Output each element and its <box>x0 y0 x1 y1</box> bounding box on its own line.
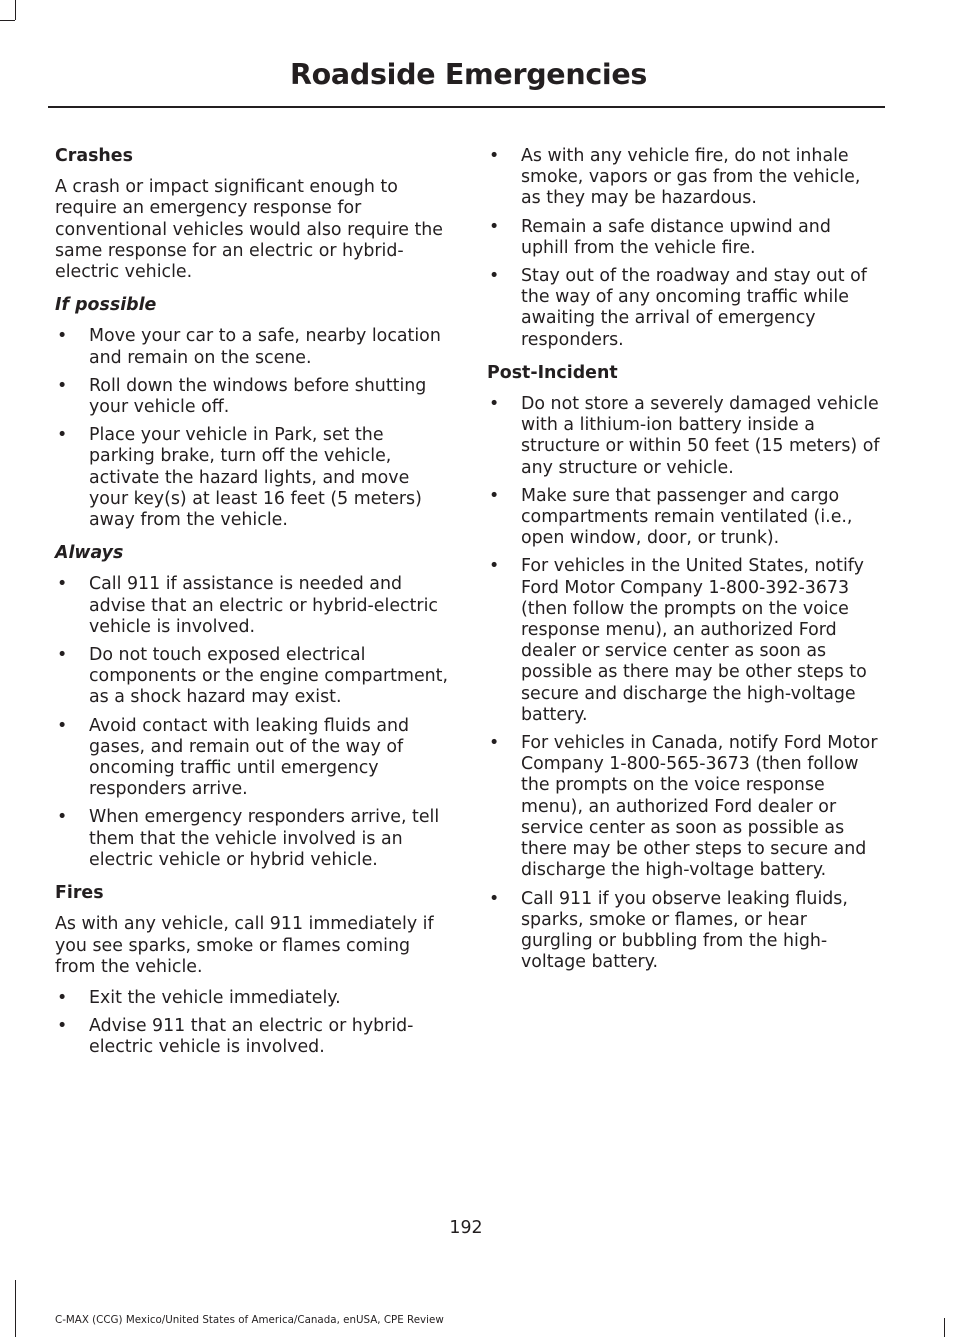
heading-if-possible: If possible <box>55 295 157 316</box>
left-column <box>55 146 451 1066</box>
fires-continued-list <box>487 146 883 351</box>
bullet: • <box>489 394 500 415</box>
fires-paragraph: As with any vehicle, call 911 immediately if you see sparks, smoke or flames coming from the vehicle. <box>55 914 434 977</box>
list-item: • Stay out of the roadway and stay out of the way of any oncoming traffic while awaiting the arrival of emergency responders. <box>489 266 867 350</box>
header-rule <box>48 106 885 108</box>
bullet: • <box>489 733 500 754</box>
bullet: • <box>57 326 68 347</box>
footer-text: C-MAX (CCG) Mexico/United States of America/Canada, enUSA, CPE Review <box>55 1314 444 1326</box>
post-incident-list <box>487 394 883 973</box>
heading-fires: Fires <box>55 883 104 904</box>
list-item: • Exit the vehicle immediately. <box>57 987 341 1008</box>
crop-mark-top-left <box>15 0 16 20</box>
crop-mark-top-left-h <box>0 20 15 21</box>
list-item: • For vehicles in Canada, notify Ford Motor Company 1-800-565-3673 (then follow the prompts on the voice response menu), an authorized Ford dealer or service center as soon as possible as there may be other steps to secure and discharge the high-voltage battery. <box>489 733 878 881</box>
bullet: • <box>489 146 500 166</box>
crashes-paragraph: A crash or impact significant enough to require an emergency response for conventional vehicles would also require the same response for an electric or hybrid-electric vehicle. <box>55 177 443 283</box>
list-item: • Advise 911 that an electric or hybrid-electric vehicle is involved. <box>57 1016 414 1058</box>
page-number: 192 <box>449 1218 483 1238</box>
bullet: • <box>57 645 68 666</box>
heading-post-incident: Post-Incident <box>487 362 618 383</box>
list-item: • Roll down the windows before shutting your vehicle off. <box>57 375 427 418</box>
list-item: • Remain a safe distance upwind and uphill from the vehicle fire. <box>489 216 831 258</box>
bullet: • <box>57 425 68 446</box>
list-item: • When emergency responders arrive, tell them that the vehicle involved is an electric vehicle or hybrid vehicle. <box>57 807 440 870</box>
bullet: • <box>57 715 68 736</box>
bullet: • <box>57 574 68 595</box>
if-possible-list <box>55 326 451 531</box>
list-item: • Do not store a severely damaged vehicle with a lithium-ion battery inside a structure or within 50 feet (15 meters) of any structure or vehicle. <box>489 394 880 478</box>
list-item: • Move your car to a safe, nearby location and remain on the scene. <box>57 326 441 368</box>
fires-list <box>55 988 451 1059</box>
list-item: • Do not touch exposed electrical components or the engine compartment, as a shock hazard may exist. <box>57 645 449 708</box>
bullet: • <box>57 375 68 396</box>
bullet: • <box>489 556 500 577</box>
bullet: • <box>489 216 500 237</box>
bullet: • <box>489 485 500 506</box>
list-item: • As with any vehicle fire, do not inhale smoke, vapors or gas from the vehicle, as they may be hazardous. <box>489 146 861 209</box>
bullet: • <box>489 888 500 909</box>
list-item: • Avoid contact with leaking fluids and gases, and remain out of the way of oncoming traffic until emergency responders arrive. <box>57 715 410 800</box>
crop-mark-bottom-left <box>15 1280 16 1337</box>
page-title: Roadside Emergencies <box>290 58 648 91</box>
bullet: • <box>489 266 500 287</box>
bullet: • <box>57 987 68 1008</box>
crop-mark-bottom-right <box>944 1318 945 1337</box>
bullet: • <box>57 807 68 828</box>
list-item: • For vehicles in the United States, notify Ford Motor Company 1-800-392-3673 (then follow the prompts on the voice response menu), an authorized Ford dealer or service center as soon as possible as there may be other steps to secure and discharge the high-voltage battery. <box>489 556 867 725</box>
right-column <box>487 146 883 980</box>
heading-always: Always <box>55 543 124 564</box>
list-item: • Make sure that passenger and cargo compartments remain ventilated (i.e., open window, door, or trunk). <box>489 485 853 549</box>
list-item: • Place your vehicle in Park, set the parking brake, turn off the vehicle, activate the hazard lights, and move your key(s) at least 16 feet (5 meters) away from the vehicle. <box>57 425 422 531</box>
list-item: • Call 911 if assistance is needed and advise that an electric or hybrid-electric vehicle is involved. <box>57 574 438 637</box>
bullet: • <box>57 1016 68 1037</box>
always-list <box>55 574 451 871</box>
heading-crashes: Crashes <box>55 146 133 166</box>
list-item: • Call 911 if you observe leaking fluids, sparks, smoke or flames, or hear gurgling or bubbling from the high-voltage battery. <box>489 888 848 973</box>
